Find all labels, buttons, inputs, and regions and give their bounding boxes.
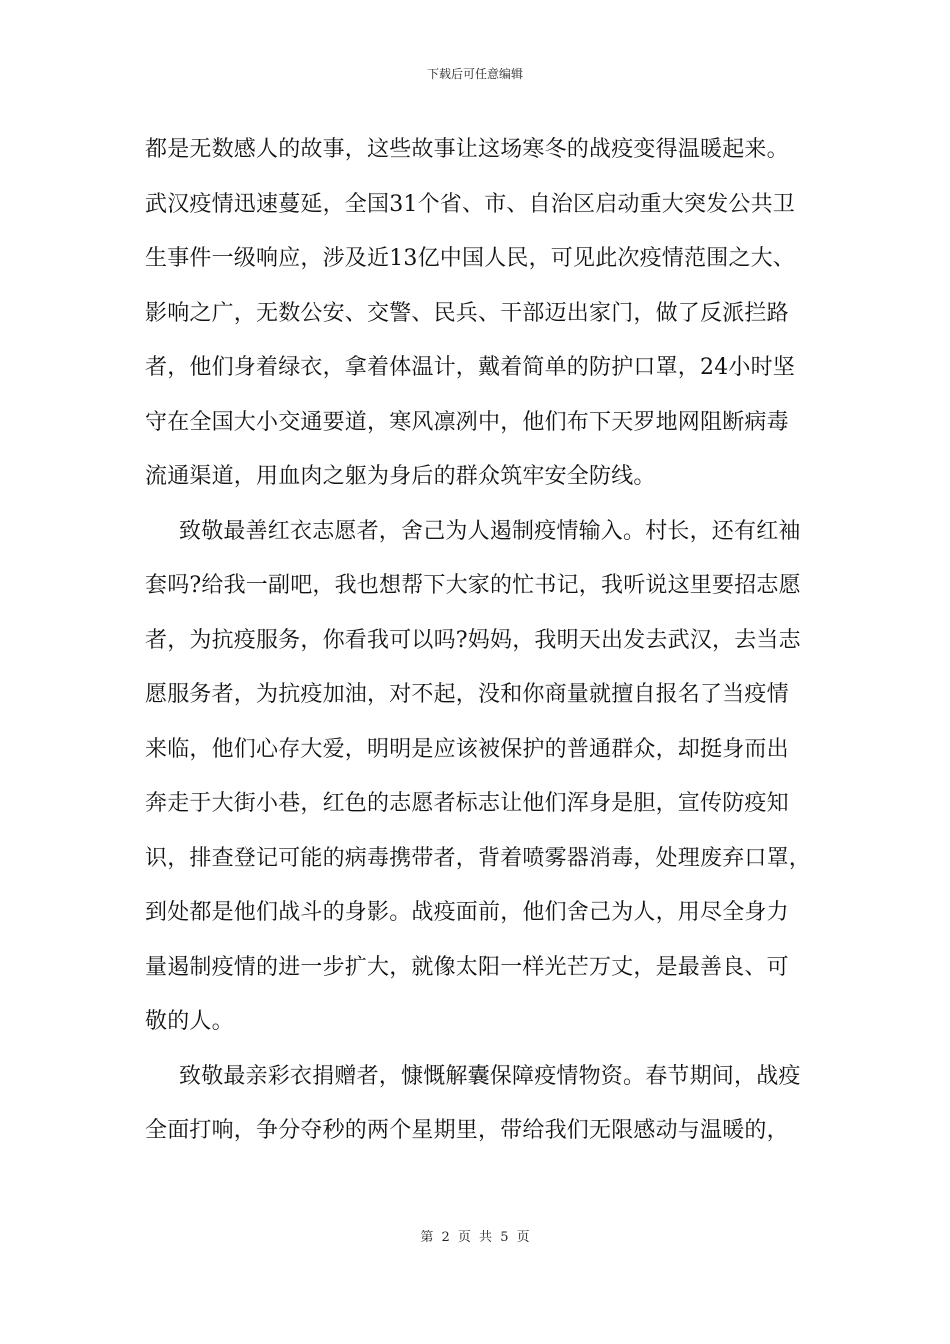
text-line: 到处都是他们战斗的身影。战疫面前，他们舍己为人，用尽全身力 bbox=[145, 900, 789, 925]
text-line: 全面打响，争分夺秒的两个星期里，带给我们无限感动与温暖的， bbox=[145, 1118, 789, 1143]
text-line: 流通渠道，用血肉之躯为身后的群众筑牢安全防线。 bbox=[145, 464, 656, 489]
text-line: 识，排查登记可能的病毒携带者，背着喷雾器消毒，处理废弃口罩， bbox=[145, 845, 812, 871]
text-line: 生事件一级响应，涉及近13亿中国人民，可见此次疫情范围之大、 bbox=[145, 246, 795, 271]
page-header: 下载后可任意编辑 bbox=[426, 67, 523, 81]
text-line: 来临，他们心存大爱，明明是应该被保护的普通群众，却挺身而出 bbox=[145, 736, 789, 762]
paragraph-first-line: 致敬最善红衣志愿者，舍己为人遏制疫情输入。村长，还有红袖 bbox=[179, 518, 801, 544]
page-footer: 第 2 页 共 5 页 bbox=[420, 1230, 530, 1245]
text-line: 影响之广，无数公安、交警、民兵、干部迈出家门，做了反派拦路 bbox=[145, 300, 789, 326]
text-line: 都是无数感人的故事，这些故事让这场寒冬的战疫变得温暖起来。 bbox=[145, 137, 789, 162]
document-body bbox=[145, 123, 827, 1159]
text-line: 守在全国大小交通要道，寒风凛冽中，他们布下天罗地网阻断病毒 bbox=[145, 409, 789, 435]
text-line: 者，为抗疫服务，你看我可以吗?妈妈，我明天出发去武汉，去当志 bbox=[145, 627, 801, 653]
paragraph-first-line: 致敬最亲彩衣捐赠者，慷慨解囊保障疫情物资。春节期间，战疫 bbox=[179, 1063, 801, 1089]
text-line: 套吗?给我一副吧，我也想帮下大家的忙书记，我听说这里要招志愿 bbox=[145, 573, 801, 598]
text-line: 武汉疫情迅速蔓延，全国31个省、市、自治区启动重大突发公共卫 bbox=[145, 191, 795, 217]
text-line: 愿服务者，为抗疫加油，对不起，没和你商量就擅自报名了当疫情 bbox=[145, 682, 789, 707]
text-line: 量遏制疫情的进一步扩大，就像太阳一样光芒万丈，是最善良、可 bbox=[145, 954, 789, 980]
text-line: 者，他们身着绿衣，拿着体温计，戴着简单的防护口罩，24小时坚 bbox=[145, 355, 795, 380]
text-line: 奔走于大街小巷，红色的志愿者标志让他们浑身是胆，宣传防疫知 bbox=[145, 791, 789, 816]
text-line: 敬的人。 bbox=[145, 1009, 234, 1034]
